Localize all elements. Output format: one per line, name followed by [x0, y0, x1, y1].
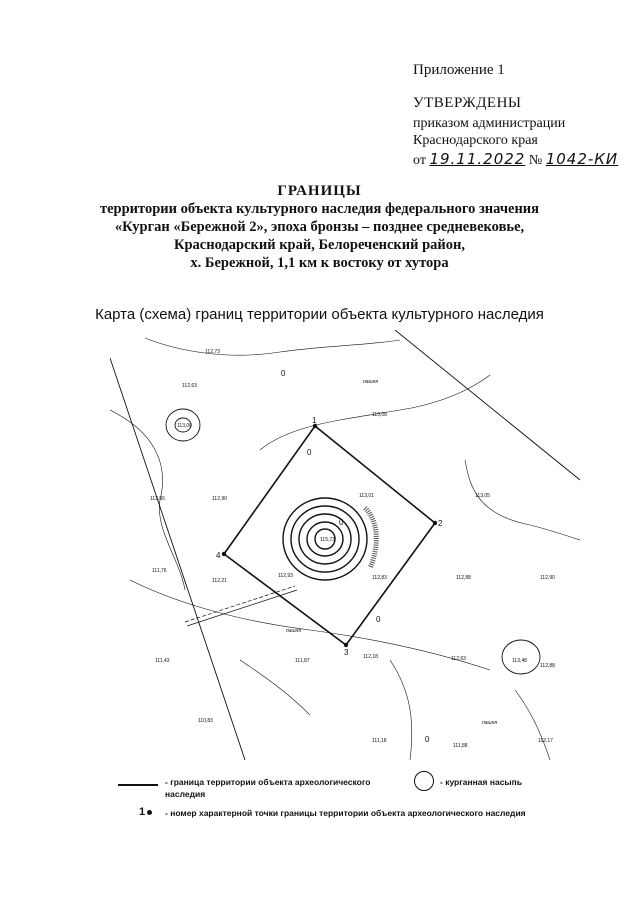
elevation-label: 113,00: [177, 423, 192, 429]
date-line: [413, 150, 618, 169]
point-label: 4: [216, 551, 221, 560]
title-main: ГРАНИЦЫ: [277, 183, 362, 199]
elevation-label: 112,88: [456, 575, 471, 581]
approved-label: УТВЕРЖДЕНЫ: [413, 95, 522, 111]
zero-marks: [281, 369, 430, 744]
order-line-1: приказом администрации: [413, 116, 566, 131]
zero-mark: 0: [307, 448, 312, 457]
road-lines: [110, 330, 580, 760]
road-line: [110, 358, 245, 760]
contour-line: [240, 660, 310, 715]
contour-line: [130, 580, 490, 670]
elevation-label: 112,90: [540, 575, 555, 581]
number-value: 1042-КИ: [545, 150, 619, 168]
area-label: пашня: [482, 720, 498, 726]
boundary-polygon: [224, 426, 435, 645]
area-label: пашня: [286, 628, 302, 634]
zero-mark: 0: [281, 369, 286, 378]
order-line-2: Краснодарского края: [413, 133, 538, 148]
contour-line: [515, 690, 550, 760]
date-prefix: от: [413, 153, 426, 168]
zero-mark: 0: [376, 615, 381, 624]
point-label: 2: [438, 519, 443, 528]
legend-point-number: 1: [139, 806, 146, 818]
elevation-label: 111,87: [295, 658, 310, 664]
area-labels: [286, 379, 497, 726]
elevation-label: 115,73: [320, 537, 335, 543]
title-line-4: х. Бережной, 1,1 км к востоку от хутора: [190, 255, 449, 271]
trench-line: [185, 586, 297, 626]
elevation-label: 113,01: [359, 493, 374, 499]
title-line-1: территории объекта культурного наследия федерального значения: [99, 201, 539, 217]
legend-boundary-text-1: - граница территории объекта археологического: [165, 777, 371, 787]
elevation-label: 112,63: [182, 383, 197, 389]
legend-point-text: - номер характерной точки границы территории объекта археологического наследия: [165, 808, 526, 818]
elevation-label: 112,83: [372, 575, 387, 581]
legend-boundary-line: [118, 784, 158, 786]
elevation-label: 113,48: [512, 658, 527, 664]
point-label: 1: [312, 416, 317, 425]
elevation-label: 112,73: [205, 349, 220, 355]
map-caption: Карта (схема) границ территории объекта культурного наследия: [95, 306, 544, 323]
depression-right: [502, 640, 540, 674]
area-label: пашня: [363, 379, 379, 385]
elevation-label: 112,88: [540, 663, 555, 669]
title-line-2: «Курган «Бережной 2», эпоха бронзы – позднее средневековье,: [114, 219, 525, 235]
appendix-label: Приложение 1: [413, 62, 505, 78]
contour-line: [110, 410, 185, 590]
elevation-labels: [150, 349, 555, 749]
elevation-label: 113,08: [372, 412, 387, 418]
legend-point-symbol: [139, 806, 152, 818]
elevation-label: 112,93: [278, 573, 293, 579]
number-prefix: №: [528, 153, 543, 168]
zero-mark: 0: [425, 735, 430, 744]
legend-boundary-text-2: наследия: [165, 789, 206, 799]
date-value: 19.11.2022: [429, 150, 526, 168]
elevation-label: 111,76: [152, 568, 167, 574]
contour-line: [145, 338, 400, 355]
legend-mound-symbol: [414, 771, 434, 791]
terrain-contours: [110, 338, 580, 760]
elevation-label: 111,18: [372, 738, 387, 744]
contour-line: [390, 660, 412, 760]
elevation-label: 111,43: [155, 658, 170, 664]
legend-mound-text: - курганная насыпь: [440, 777, 523, 787]
contour-line: [465, 460, 580, 540]
legend-point-dot: [147, 810, 152, 815]
elevation-label: 111,88: [453, 743, 468, 749]
boundary-map: [110, 330, 580, 760]
road-line: [395, 330, 580, 480]
elevation-label: 112,63: [451, 656, 466, 662]
elevation-label: 112,21: [212, 578, 227, 584]
boundary-point-markers: [222, 424, 437, 647]
point-label: 3: [344, 648, 349, 657]
elevation-label: 112,17: [538, 738, 553, 744]
elevation-label: 110,83: [198, 718, 213, 724]
elevation-label: 112,90: [212, 496, 227, 502]
title-line-3: Краснодарский край, Белореченский район,: [173, 237, 466, 253]
elevation-label: 113,05: [475, 493, 490, 499]
zero-mark: 0: [339, 518, 344, 527]
elevation-label: 112,18: [363, 654, 378, 660]
elevation-label: 112,06: [150, 496, 165, 502]
